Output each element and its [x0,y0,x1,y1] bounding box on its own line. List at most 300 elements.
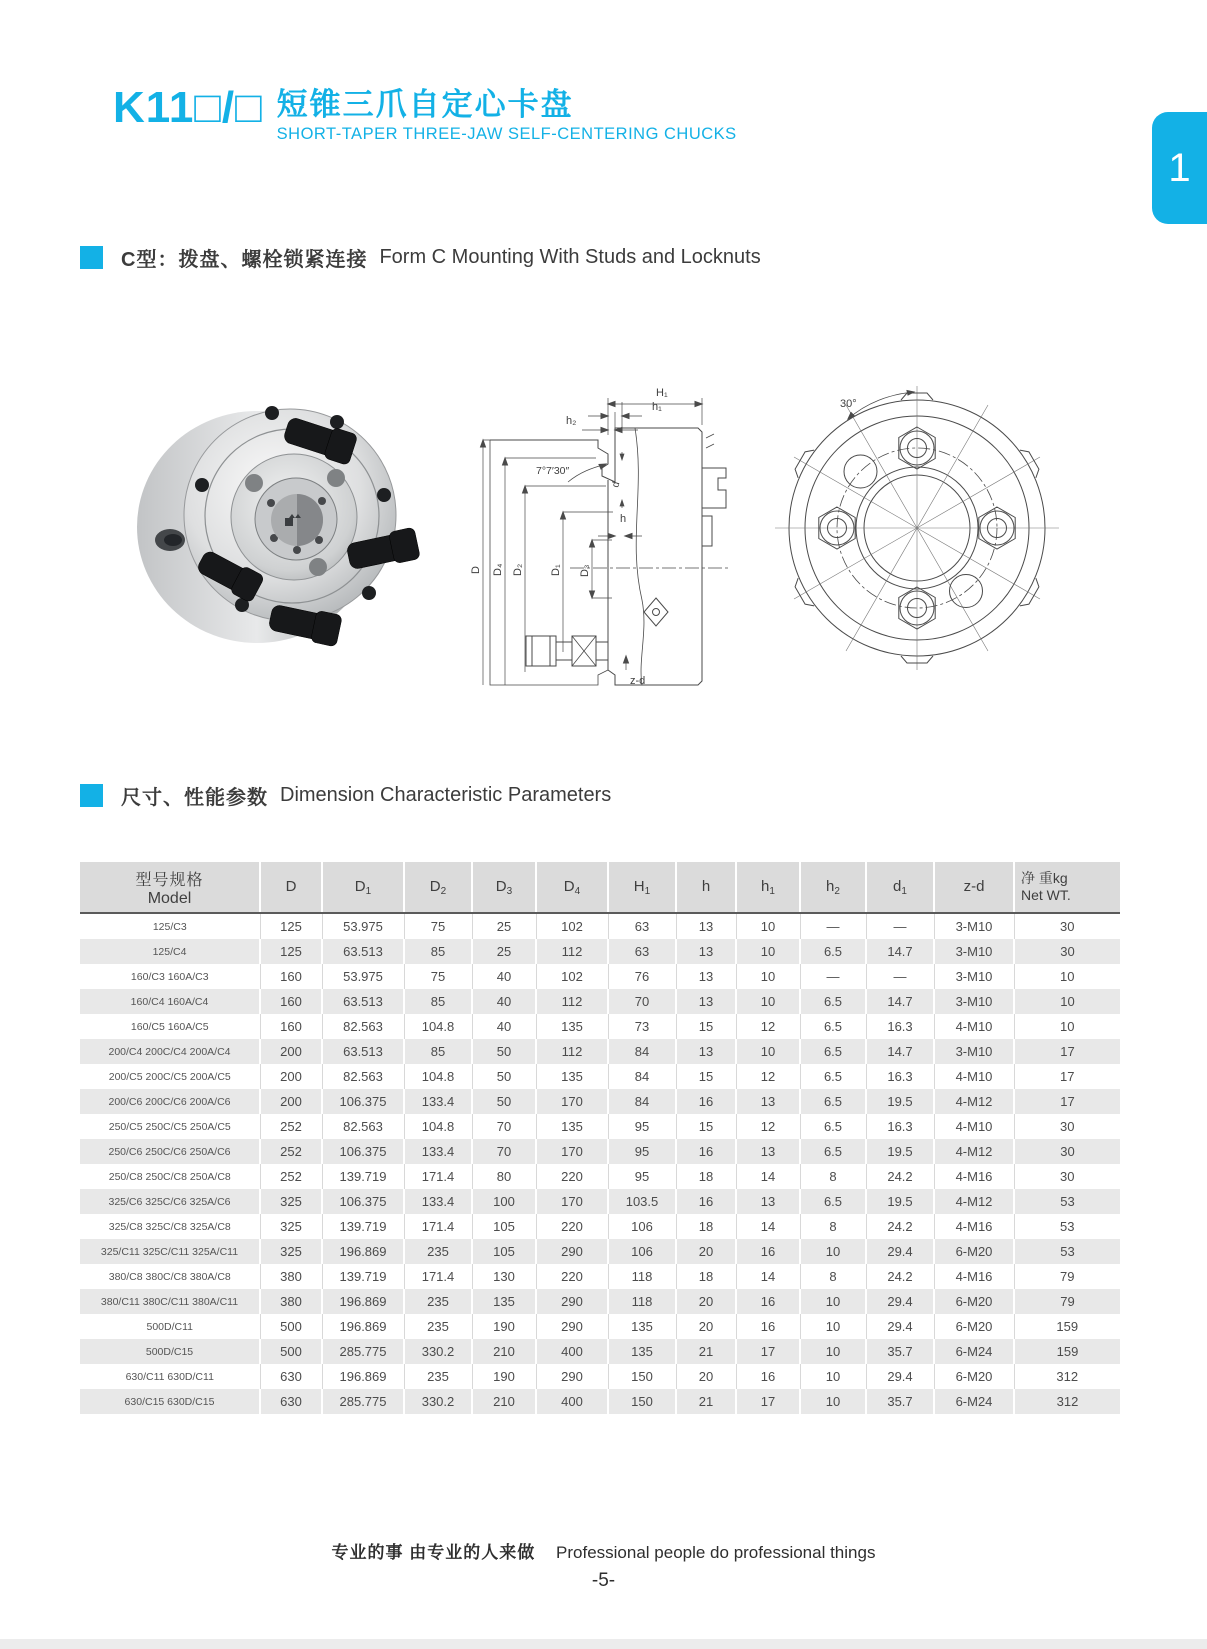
cell-D1: 196.869 [322,1289,404,1314]
cell-D3: 40 [472,964,536,989]
cell-d1: 24.2 [866,1264,934,1289]
cell-H1: 84 [608,1039,676,1064]
cell-h2: 6.5 [800,1189,866,1214]
cell-zd: 4-M16 [934,1164,1014,1189]
header [113,83,737,144]
cell-d1: 24.2 [866,1164,934,1189]
table-row [80,1014,1120,1039]
cell-H1: 118 [608,1289,676,1314]
cell-h2: 6.5 [800,1014,866,1039]
cell-H1: 95 [608,1114,676,1139]
col-header-D4: $D_4$ [536,862,608,913]
cell-D1: 196.869 [322,1239,404,1264]
cell-net-wt: 10 [1014,964,1120,989]
cell-net-wt: 53 [1014,1214,1120,1239]
cell-D3: 50 [472,1039,536,1064]
cell-D2: 75 [404,964,472,989]
cell-h: 13 [676,964,736,989]
table-row [80,989,1120,1014]
cell-model: 500D/C11 [80,1314,260,1339]
cell-D3: 70 [472,1139,536,1164]
cell-zd: 6-M24 [934,1339,1014,1364]
cell-h1: 10 [736,964,800,989]
cell-d1: 16.3 [866,1064,934,1089]
cell-D2: 85 [404,939,472,964]
cell-zd: 4-M12 [934,1139,1014,1164]
cell-zd: 4-M12 [934,1189,1014,1214]
cell-D4: 112 [536,989,608,1014]
cell-H1: 95 [608,1164,676,1189]
section-view-drawing [430,340,730,690]
dim-label-D3: D₃ [579,564,591,577]
cell-H1: 106 [608,1214,676,1239]
cell-D4: 102 [536,913,608,939]
table-row [80,1139,1120,1164]
cell-d1: 14.7 [866,1039,934,1064]
cell-zd: 6-M24 [934,1389,1014,1414]
cell-model: 250/C8 250C/C8 250A/C8 [80,1164,260,1189]
cell-D1: 285.775 [322,1339,404,1364]
cell-model: 250/C5 250C/C5 250A/C5 [80,1114,260,1139]
cell-D3: 130 [472,1264,536,1289]
dim-label-angle: 7°7′30″ [536,465,570,477]
product-series-code: K11□/□ [113,83,263,132]
cell-net-wt: 17 [1014,1064,1120,1089]
chapter-tab: 1 [1152,112,1207,224]
cell-d1: 16.3 [866,1114,934,1139]
cell-D2: 133.4 [404,1189,472,1214]
cell-h1: 14 [736,1264,800,1289]
cell-h: 18 [676,1264,736,1289]
cell-zd: 6-M20 [934,1289,1014,1314]
cell-D4: 290 [536,1364,608,1389]
cell-d1: 19.5 [866,1189,934,1214]
col-header-H1: $H_1$ [608,862,676,913]
cell-D4: 290 [536,1314,608,1339]
col-header-net-wt: 净 重kg Net WT. [1014,862,1120,913]
cell-h1: 17 [736,1389,800,1414]
page-title: 短锥三爪自定心卡盘 [276,87,574,122]
cell-d1: 29.4 [866,1364,934,1389]
spec-table-container [80,862,1120,1414]
cell-h2: 10 [800,1339,866,1364]
cell-h2: 6.5 [800,939,866,964]
cell-H1: 95 [608,1139,676,1164]
cell-zd: 6-M20 [934,1364,1014,1389]
cell-D3: 190 [472,1314,536,1339]
cell-h: 15 [676,1114,736,1139]
cell-D: 252 [260,1139,322,1164]
cell-net-wt: 30 [1014,1164,1120,1189]
cell-D4: 220 [536,1164,608,1189]
table-row [80,1314,1120,1339]
cell-D4: 170 [536,1189,608,1214]
cell-net-wt: 53 [1014,1239,1120,1264]
col-header-d1: $d_1$ [866,862,934,913]
cell-D4: 290 [536,1239,608,1264]
table-row [80,939,1120,964]
cell-zd: 6-M20 [934,1239,1014,1264]
cell-D2: 171.4 [404,1164,472,1189]
dim-label-d: d [610,480,623,489]
cell-d1: 35.7 [866,1389,934,1414]
cell-model: 250/C6 250C/C6 250A/C6 [80,1139,260,1164]
section-title-en: Dimension Characteristic Parameters [280,784,612,806]
cell-D: 325 [260,1189,322,1214]
cell-d1: 29.4 [866,1289,934,1314]
cell-d1: 16.3 [866,1014,934,1039]
cell-D2: 330.2 [404,1339,472,1364]
cell-h: 21 [676,1339,736,1364]
cell-h1: 14 [736,1164,800,1189]
cell-h: 13 [676,1039,736,1064]
cell-net-wt: 159 [1014,1314,1120,1339]
cell-H1: 135 [608,1339,676,1364]
dim-label-H1: H₁ [656,387,668,399]
cell-h1: 16 [736,1314,800,1339]
cell-H1: 84 [608,1064,676,1089]
cell-h: 15 [676,1064,736,1089]
cell-D3: 25 [472,913,536,939]
cell-h2: 6.5 [800,1114,866,1139]
cell-model: 630/C15 630D/C15 [80,1389,260,1414]
cell-D: 630 [260,1364,322,1389]
col-header-D1: $D_1$ [322,862,404,913]
cell-D2: 235 [404,1314,472,1339]
cell-net-wt: 17 [1014,1089,1120,1114]
cell-net-wt: 312 [1014,1364,1120,1389]
cell-D: 380 [260,1264,322,1289]
cell-D4: 220 [536,1264,608,1289]
cell-model: 160/C5 160A/C5 [80,1014,260,1039]
dimension-parameters-table [80,862,1120,1414]
cell-D4: 170 [536,1089,608,1114]
cell-D3: 70 [472,1114,536,1139]
cell-D1: 63.513 [322,939,404,964]
section-title-en: Form C Mounting With Studs and Locknuts [379,246,761,268]
chuck-photo [122,375,432,665]
cell-h2: 10 [800,1364,866,1389]
cell-D: 500 [260,1339,322,1364]
cell-model: 125/C4 [80,939,260,964]
cell-net-wt: 312 [1014,1389,1120,1414]
cell-D: 160 [260,964,322,989]
cell-D3: 100 [472,1189,536,1214]
cell-net-wt: 17 [1014,1039,1120,1064]
cell-D: 500 [260,1314,322,1339]
cell-D1: 63.513 [322,1039,404,1064]
col-header-D2: $D_2$ [404,862,472,913]
cell-h2: 6.5 [800,1039,866,1064]
cell-zd: 4-M10 [934,1014,1014,1039]
cell-h2: — [800,964,866,989]
cell-D2: 85 [404,989,472,1014]
cell-D: 630 [260,1389,322,1414]
cell-model: 160/C3 160A/C3 [80,964,260,989]
cell-D4: 135 [536,1114,608,1139]
cell-h1: 13 [736,1189,800,1214]
cell-h1: 12 [736,1114,800,1139]
cell-D: 125 [260,913,322,939]
table-row [80,1289,1120,1314]
cell-h: 20 [676,1289,736,1314]
cell-D: 160 [260,989,322,1014]
cell-h1: 16 [736,1239,800,1264]
cell-zd: 4-M12 [934,1089,1014,1114]
cell-D1: 106.375 [322,1189,404,1214]
cell-D1: 196.869 [322,1364,404,1389]
dim-label-h: h [620,513,627,525]
cell-D2: 330.2 [404,1389,472,1414]
cell-D4: 170 [536,1139,608,1164]
page-number: -5- [591,1570,616,1591]
cell-h: 21 [676,1389,736,1414]
cell-net-wt: 10 [1014,989,1120,1014]
col-header-D: D [260,862,322,913]
cell-D4: 290 [536,1289,608,1314]
cell-model: 325/C8 325C/C8 325A/C8 [80,1214,260,1239]
cell-h2: 6.5 [800,989,866,1014]
cell-D: 325 [260,1214,322,1239]
cell-h: 20 [676,1314,736,1339]
table-body [80,913,1120,1414]
cell-h: 18 [676,1214,736,1239]
cell-D4: 112 [536,939,608,964]
cell-D3: 80 [472,1164,536,1189]
cell-D: 380 [260,1289,322,1314]
section-bullet-icon [80,784,103,807]
cell-D: 325 [260,1239,322,1264]
cell-D: 125 [260,939,322,964]
cell-net-wt: 30 [1014,939,1120,964]
cell-D1: 53.975 [322,964,404,989]
page-bottom-edge [0,1639,1207,1649]
col-header-zd: z-d [934,862,1014,913]
cell-zd: 6-M20 [934,1314,1014,1339]
cell-D3: 40 [472,989,536,1014]
cell-model: 500D/C15 [80,1339,260,1364]
table-header [80,862,1120,913]
cell-D2: 104.8 [404,1064,472,1089]
table-row [80,1389,1120,1414]
dim-label-zd: z-d [630,675,646,687]
page-title-en: SHORT-TAPER THREE-JAW SELF-CENTERING CHUCKS [276,125,737,144]
cell-H1: 150 [608,1389,676,1414]
cell-D1: 139.719 [322,1164,404,1189]
cell-d1: 29.4 [866,1314,934,1339]
cell-net-wt: 10 [1014,1014,1120,1039]
cell-H1: 106 [608,1239,676,1264]
tagline-cn: 专业的事 由专业的人来做 [331,1543,536,1562]
cell-model: 380/C8 380C/C8 380A/C8 [80,1264,260,1289]
col-header-model: 型号规格 Model [80,862,260,913]
cell-D1: 82.563 [322,1064,404,1089]
table-row [80,1039,1120,1064]
section-title-cn: 尺寸、性能参数 [121,787,268,809]
cell-D2: 235 [404,1239,472,1264]
cell-h2: 10 [800,1239,866,1264]
cell-model: 630/C11 630D/C11 [80,1364,260,1389]
cell-h: 13 [676,939,736,964]
cell-zd: 4-M10 [934,1114,1014,1139]
col-header-h1: $h_1$ [736,862,800,913]
table-row [80,1164,1120,1189]
cell-zd: 3-M10 [934,1039,1014,1064]
cell-h1: 10 [736,913,800,939]
cell-zd: 4-M16 [934,1264,1014,1289]
cell-H1: 70 [608,989,676,1014]
cell-H1: 103.5 [608,1189,676,1214]
dim-label-h2: h₂ [566,415,577,427]
cell-D3: 40 [472,1014,536,1039]
section-heading-dimensions [80,781,611,810]
cell-d1: 19.5 [866,1089,934,1114]
cell-d1: 29.4 [866,1239,934,1264]
section-bullet-icon [80,246,103,269]
cell-D4: 102 [536,964,608,989]
table-row [80,1264,1120,1289]
cell-h: 20 [676,1239,736,1264]
cell-H1: 73 [608,1014,676,1039]
cell-h1: 16 [736,1364,800,1389]
cell-D: 200 [260,1064,322,1089]
cell-D3: 210 [472,1389,536,1414]
cell-zd: 3-M10 [934,913,1014,939]
cell-model: 125/C3 [80,913,260,939]
dim-label-D4: D₄ [492,563,504,576]
cell-D: 200 [260,1089,322,1114]
cell-D4: 112 [536,1039,608,1064]
cell-h2: 10 [800,1289,866,1314]
table-row [80,1064,1120,1089]
dim-label-D: D [470,566,482,574]
cell-D1: 285.775 [322,1389,404,1414]
cell-net-wt: 79 [1014,1264,1120,1289]
col-header-h: h [676,862,736,913]
cell-D1: 106.375 [322,1139,404,1164]
cell-D1: 139.719 [322,1264,404,1289]
cell-d1: 19.5 [866,1139,934,1164]
cell-D: 252 [260,1114,322,1139]
cell-D2: 75 [404,913,472,939]
table-row [80,1364,1120,1389]
cell-model: 200/C5 200C/C5 200A/C5 [80,1064,260,1089]
cell-D2: 104.8 [404,1014,472,1039]
table-row [80,964,1120,989]
cell-D2: 104.8 [404,1114,472,1139]
cell-h1: 14 [736,1214,800,1239]
cell-D3: 50 [472,1089,536,1114]
cell-D3: 50 [472,1064,536,1089]
cell-model: 200/C4 200C/C4 200A/C4 [80,1039,260,1064]
cell-d1: — [866,964,934,989]
table-row [80,1214,1120,1239]
cell-h2: 10 [800,1389,866,1414]
cell-D1: 139.719 [322,1214,404,1239]
cell-D: 200 [260,1039,322,1064]
cell-D: 160 [260,1014,322,1039]
table-row [80,1189,1120,1214]
table-row [80,913,1120,939]
cell-net-wt: 79 [1014,1289,1120,1314]
cell-h: 16 [676,1089,736,1114]
cell-h: 16 [676,1139,736,1164]
cell-D4: 400 [536,1389,608,1414]
front-view-drawing [762,370,1066,670]
cell-D1: 63.513 [322,989,404,1014]
cell-D1: 82.563 [322,1114,404,1139]
cell-model: 325/C6 325C/C6 325A/C6 [80,1189,260,1214]
cell-zd: 3-M10 [934,989,1014,1014]
cell-D4: 220 [536,1214,608,1239]
table-row [80,1114,1120,1139]
cell-D1: 106.375 [322,1089,404,1114]
cell-h1: 12 [736,1014,800,1039]
cell-h2: 10 [800,1314,866,1339]
section-title-cn: C型：拨盘、螺栓锁紧连接 [121,249,368,271]
cell-model: 160/C4 160A/C4 [80,989,260,1014]
cell-h1: 16 [736,1289,800,1314]
cell-zd: 4-M16 [934,1214,1014,1239]
cell-h2: 6.5 [800,1139,866,1164]
cell-model: 380/C11 380C/C11 380A/C11 [80,1289,260,1314]
cell-net-wt: 30 [1014,1114,1120,1139]
cell-h: 13 [676,913,736,939]
cell-D2: 235 [404,1289,472,1314]
cell-h2: 8 [800,1164,866,1189]
cell-D1: 196.869 [322,1314,404,1339]
cell-H1: 135 [608,1314,676,1339]
cell-net-wt: 30 [1014,913,1120,939]
cell-h2: — [800,913,866,939]
cell-h: 18 [676,1164,736,1189]
footer-tagline [0,1538,1207,1563]
cell-h: 13 [676,989,736,1014]
cell-h2: 8 [800,1264,866,1289]
cell-h1: 10 [736,989,800,1014]
table-row [80,1339,1120,1364]
cell-D3: 105 [472,1214,536,1239]
cell-h2: 8 [800,1214,866,1239]
cell-h1: 10 [736,939,800,964]
cell-D2: 235 [404,1364,472,1389]
cell-model: 325/C11 325C/C11 325A/C11 [80,1239,260,1264]
cell-H1: 150 [608,1364,676,1389]
cell-d1: 35.7 [866,1339,934,1364]
cell-zd: 3-M10 [934,964,1014,989]
cell-D2: 133.4 [404,1089,472,1114]
cell-d1: 14.7 [866,939,934,964]
cell-d1: 14.7 [866,989,934,1014]
section-heading-mounting [80,243,761,272]
cell-H1: 118 [608,1264,676,1289]
cell-net-wt: 30 [1014,1139,1120,1164]
cell-D3: 105 [472,1239,536,1264]
cell-D3: 190 [472,1364,536,1389]
cell-model: 200/C6 200C/C6 200A/C6 [80,1089,260,1114]
cell-d1: 24.2 [866,1214,934,1239]
cell-d1: — [866,913,934,939]
cell-D1: 53.975 [322,913,404,939]
cell-D3: 25 [472,939,536,964]
cell-D1: 82.563 [322,1014,404,1039]
tagline-en: Professional people do professional things [556,1543,876,1562]
cell-D4: 135 [536,1064,608,1089]
cell-h2: 6.5 [800,1064,866,1089]
col-header-D3: $D_3$ [472,862,536,913]
cell-D: 252 [260,1164,322,1189]
cell-D2: 171.4 [404,1264,472,1289]
